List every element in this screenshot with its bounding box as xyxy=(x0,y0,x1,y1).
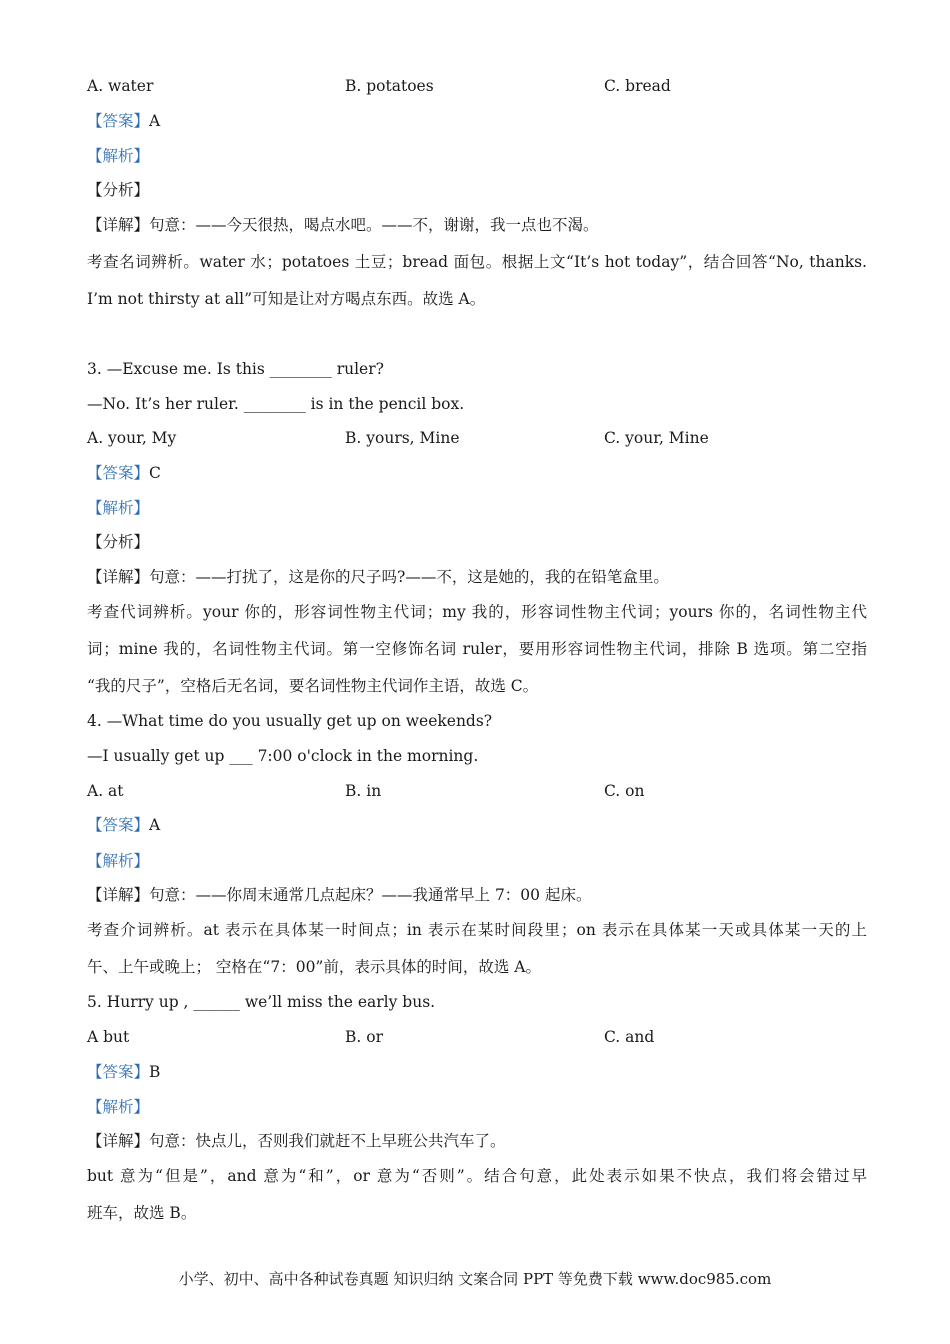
q3-option-a: A. your, My xyxy=(87,429,177,447)
q4-answer xyxy=(87,815,160,835)
q2-option-b: B. potatoes xyxy=(345,77,434,95)
q3-analysis-tag: 【解析】 xyxy=(87,499,150,517)
q3-explain-1: 考查代词辨析。your 你的，形容词性物主代词；my 我的，形容词性物主代词；yours 你的，名词性物主代 xyxy=(87,603,867,621)
detail-text: 句意：快点儿，否则我们就赶不上早班公共汽车了。 xyxy=(149,1132,506,1150)
page-footer: 小学、初中、高中各种试卷真题 知识归纳 文案合同 PPT 等免费下载 www.doc985.com xyxy=(178,1270,772,1288)
detail-tag: 【详解】 xyxy=(87,1132,150,1150)
q3-explain-2: 词；mine 我的，名词性物主代词。第一空修饰名词 ruler，要用形容词性物主代词，排除 B 选项。第二空指 xyxy=(87,640,867,658)
q2-explain-1: 考查名词辨析。water 水；potatoes 土豆；bread 面包。根据上文“It’s hot today”，结合回答“No, thanks. xyxy=(87,253,867,271)
q2-option-c: C. bread xyxy=(604,77,671,95)
q2-detail xyxy=(87,215,599,235)
q3-fenxi-tag: 【分析】 xyxy=(87,533,150,551)
q4-option-a: A. at xyxy=(87,782,124,800)
detail-text: 句意：——打扰了，这是你的尺子吗?——不，这是她的，我的在铅笔盒里。 xyxy=(149,568,669,586)
q4-stem-1: 4. —What time do you usually get up on weekends? xyxy=(87,712,493,730)
detail-tag: 【详解】 xyxy=(87,568,150,586)
answer-value: C xyxy=(149,464,161,482)
answer-tag: 【答案】 xyxy=(87,1063,150,1081)
q3-stem-2: —No. It’s her ruler. ________ is in the pencil box. xyxy=(87,395,465,413)
q2-answer xyxy=(87,111,160,131)
q4-explain-2: 午、上午或晚上； 空格在“7：00”前，表示具体的时间，故选 A。 xyxy=(87,958,541,976)
q2-analysis-tag: 【解析】 xyxy=(87,147,150,165)
answer-tag: 【答案】 xyxy=(87,816,150,834)
q5-explain-1: but 意为“但是”，and 意为“和”，or 意为“否则”。结合句意，此处表示如果不快点，我们将会错过早 xyxy=(87,1167,867,1185)
q3-answer xyxy=(87,463,161,483)
q2-explain-2: I’m not thirsty at all”可知是让对方喝点东西。故选 A。 xyxy=(87,290,486,308)
q4-analysis-tag: 【解析】 xyxy=(87,852,150,870)
q3-explain-3: “我的尺子”，空格后无名词，要名词性物主代词作主语，故选 C。 xyxy=(87,677,539,695)
q4-explain-1: 考查介词辨析。at 表示在具体某一时间点；in 表示在某时间段里；on 表示在具体某一天或具体某一天的上 xyxy=(87,921,867,939)
answer-tag: 【答案】 xyxy=(87,464,150,482)
q5-option-b: B. or xyxy=(345,1028,383,1046)
answer-value: B xyxy=(149,1063,161,1081)
q5-answer xyxy=(87,1062,160,1082)
q4-detail xyxy=(87,885,591,905)
q5-explain-2: 班车，故选 B。 xyxy=(87,1204,197,1222)
q2-fenxi-tag: 【分析】 xyxy=(87,181,150,199)
q2-option-a: A. water xyxy=(87,77,154,95)
q5-option-c: C. and xyxy=(604,1028,655,1046)
q3-option-c: C. your, Mine xyxy=(604,429,709,447)
q4-stem-2: —I usually get up ___ 7:00 o'clock in the morning. xyxy=(87,747,479,765)
detail-text: 句意：——你周末通常几点起床？——我通常早上 7：00 起床。 xyxy=(149,886,592,904)
q3-stem-1: 3. —Excuse me. Is this ________ ruler? xyxy=(87,360,384,378)
answer-value: A xyxy=(149,816,161,834)
q5-stem-1: 5. Hurry up , ______ we’ll miss the early bus. xyxy=(87,993,436,1011)
detail-tag: 【详解】 xyxy=(87,216,150,234)
answer-value: A xyxy=(149,112,161,130)
q4-option-c: C. on xyxy=(604,782,645,800)
detail-tag: 【详解】 xyxy=(87,886,150,904)
q3-option-b: B. yours, Mine xyxy=(345,429,460,447)
detail-text: 句意：——今天很热，喝点水吧。——不，谢谢，我一点也不渴。 xyxy=(149,216,599,234)
q4-option-b: B. in xyxy=(345,782,382,800)
q5-detail xyxy=(87,1131,506,1151)
answer-tag: 【答案】 xyxy=(87,112,150,130)
q5-analysis-tag: 【解析】 xyxy=(87,1098,150,1116)
q5-option-a: A but xyxy=(87,1028,130,1046)
q3-detail xyxy=(87,567,669,587)
